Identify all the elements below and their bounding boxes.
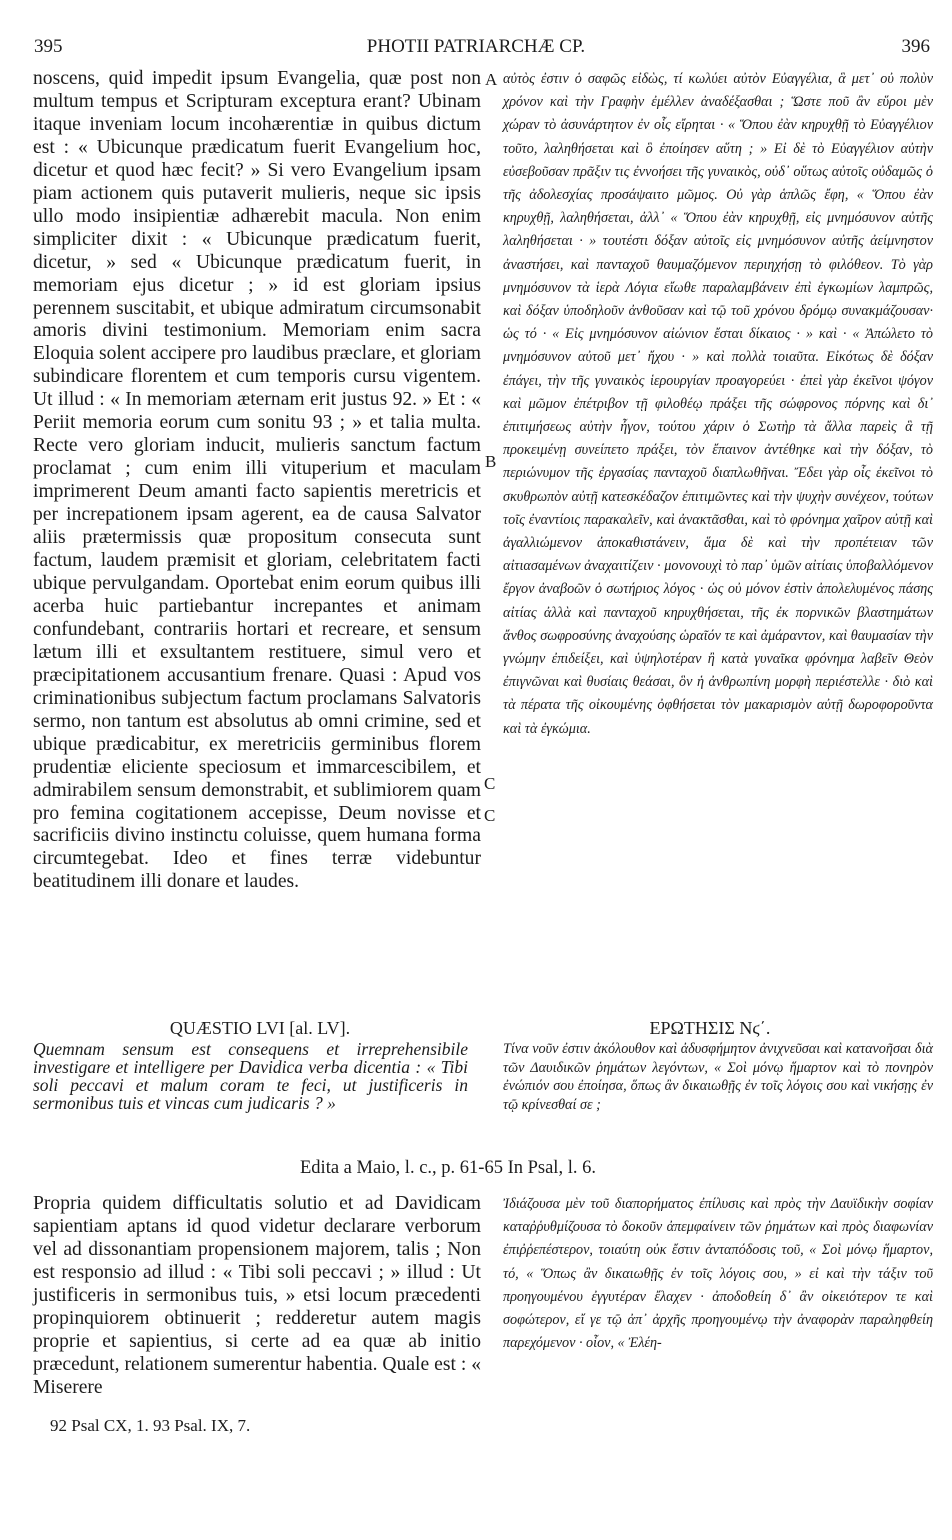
latin-question-subtitle: Quemnam sensum est consequens et irreprehensibile investigare et intelligere per Davidica verba dicentia : « Tibi soli peccavi et malum coram te feci, ut justificeris in sermonibus tuis et vincas cum judicaris ? » (33, 1039, 468, 1113)
greek-answer-text: Ἰδιάζουσα μὲν τοῦ διαπορήματος ἐπίλυσις καὶ πρὸς τὴν Δαυϊδικὴν σοφίαν καταῤῥυθμίζουσα τὸ δοκοῦν ἀπεμφαίνειν τῶν ῥημάτων καὶ πρὸς διαφωνίαν ἐπιῤῥεπέστερον, τοιαύτη οὐκ ἔστιν ἀνταπόδοσις τοῦ, « Σοὶ μόνῳ ἥμαρτον, τό, « Ὅπως ἂν δικαιωθῇς ἐν τοῖς λόγοις σου, » εἰ καὶ τὴν τάξιν τοῦ προηγουμένου ἐγγυτέραν ἔλαχεν · ἀποδοθείη δ᾽ ἂν οἰκειότερον τε καὶ σοφώτερον, εἴ γε τῷ ἀπ᾽ ἀρχῆς προηγουμένῳ τὴν ἀναφορὰν παραληφθείη παρεχόμενον · οἷον, « Ἐλέη- (503, 1196, 933, 1352)
greek-question-title: ΕΡΩΤΗΣΙΣ Νϛ΄. (649, 1018, 771, 1038)
margin-letter-c-repeat: C (484, 806, 496, 825)
page-number-right: 396 (901, 36, 930, 57)
latin-question-title: QUÆSTIO LVI [al. LV]. (169, 1018, 351, 1038)
margin-letter-b: B (485, 452, 497, 471)
footnotes: 92 Psal CX, 1. 93 Psal. IX, 7. (50, 1416, 251, 1435)
latin-column-text: noscens, quid impedit ipsum Evangelia, quæ post non multum tempus et Scripturam exceptura erant? Ubinam itaque inveniam locum incohærentiæ in quibus dictum est : « Ubicunque prædicatum fuerit Evangelium hoc, dicetur et quod hæc fecit? » Si vero Evangelium ipsam piam actionem quis putaverit mulieris, neque sic ipsis ullo modo insipientiæ adhærebit macula. Non enim simpliciter dixit : « Ubicunque prædicatum fuerit, dicetur, » sed « Ubicunque prædicatum fuerit, in memoriam ejus dicetur ; » id est gloriam ipsius perennem suscitabit, et ubique admiratum circumsonabit amoris divini testimonium. Memoriam enim sacra Eloquia solent accipere pro laudibus præclare, et gloriam subindicare florentem et cum temporis cursu vigentem. Ut illud : « In memoriam æternam erit justus 92. » Et : « Periit memoria eorum cum sonitu 93 ; » et talia multa. Recte vero gloriam inducit, mulieris sanctum factum proclamat ; cum enim illi vituperium et maculam imprimerent Deum amanti facto sapientis meretricis et per increpationem ipsam agerent, ea de causa Salvator aliis prætermissis quæ propositum consecuta sunt factum, laudem præmisit et gloriam, celebritatem facti ubique pervulgandam. Oportebat enim eorum quibus illi acerba huic partiebantur increpantes et animam confundebant, contrariis hortari et recreare, et sensum lætum illi et exsultantem restituere, simul vero et præcipitationem accusantium frenare. Quasi : Apud vos criminationibus subjectum factum proclamans Salvatoris sermo, non tantum est absolutus ab omni crimine, sed et ubique prædicabitur, ex meretriciis germinibus florem prudentiæ eliciente speciosum et immarcescibilem, et admirabilem sensum demonstrabit, et sublimiorem quam pro femina cogitationem accepisse, Deum novisse et sacrificiis divino instinctu coluisse, quem humana forma circumtegebat. Ideo et fines terræ videbuntur beatitudinem illi donare et laudes. (33, 68, 481, 893)
latin-answer-text: Propria quidem difficultatis solutio et ad Davidicam sapientiam aptans id quod videtur declarare verborum vel ad dissonantiam propensionem majorem, talis ; Non est responsio ad illud : « Tibi soli peccavi ; » illud : Ut justificeris in sermonibus tuis, » etsi locum præcedenti propinquiorem obtinuerit ; redderetur autem magis proprie et sapientius, si certe ad ea quæ ab initio præcedunt, relationem sumerentur habentia. Quale est : « Miserere (33, 1193, 481, 1398)
running-title: PHOTII PATRIARCHÆ CP. (366, 36, 586, 57)
edition-note: Edita a Maio, l. c., p. 61-65 In Psal, l. 6. (300, 1158, 596, 1178)
page-number-left: 395 (34, 36, 63, 57)
greek-column-text: αὐτὸς ἐστιν ὁ σαφῶς εἰδὼς, τί κωλύει αὐτὸν Εὐαγγέλια, ἃ μετ᾽ οὐ πολὺν χρόνον καὶ τὴν Γραφὴν ἐμέλλεν ἀναδέξασθαι ; Ὥστε ποῦ ἂν εὕροι μὲν χώραν τὸ ἀσυνάρτητον ἐν οἷς εἴρηται · « Ὅπου ἐὰν κηρυχθῇ τὸ Εὐαγγέλιον τοῦτο, λαληθήσεται καὶ ὃ ἐποίησεν αὕτη ; » Εἰ δὲ τὸ Εὐαγγέλιον αὐτὴν εὐσεβοῦσαν πρᾶξιν τις ἐννοήσει τῆς γυναικὸς, οὐδ᾽ οὕτως αὐτοῖς οὐδαμῶς ὁ τῆς ἀδολεσχίας προσάψαιτο μῶμος. Οὐ γὰρ ἁπλῶς ἔφη, « Ὅπου ἐὰν κηρυχθῇ, λαληθήσεται, ἀλλ᾽ « Ὅπου ἐὰν κηρυχθῇ, εἰς μνημόσυνον αὐτῆς λαληθήσεται · » τουτέστι δόξαν αὐτοῖς εἰς μνημόσυνον αὐτῆς ἀείμνηστον ἀναστήσει, καὶ πανταχοῦ θαυμαζόμενον περιηχήσῃ τὸ φιλόθεον. Τὸ γὰρ μνημόσυνον τὰ ἱερὰ Λόγια εἴωθε παραλαμβάνειν ἐπὶ ἐγκωμίων λαμπρῶς, καὶ δόξαν ὑποδηλοῦν ἀνθοῦσαν καὶ τῷ τοῦ χρόνου δρόμῳ συνακμάζουσαν· ὡς τό · « Εἰς μνημόσυνον αἰώνιον ἔσται δίκαιος · » καὶ · « Ἀπώλετο τὸ μνημόσυνον αὐτοῦ μετ᾽ ἤχου · » καὶ πολλὰ τοιαῦτα. Εἰκότως δὲ δόξαν ἐπάγει, τὴν τῆς γυναικὸς ἱερουργίαν προαγορεύει · ἐπεὶ γὰρ ἐκεῖνοι ψόγον καὶ μῶμον ἐπέτριβον τῇ φιλοθέῳ πράξει τῆς σώφρονος πόρνης καὶ δι᾽ ἐπιτιμήσεως αὐτὴν ἦγον, τούτου χάριν ὁ Σωτὴρ τὰ ἄλλα παρεὶς ἃ τῇ προκειμένῃ συνείπετο πράξει, τὸν ἔπαινον ἀντέθηκε καὶ τὴν δόξαν, τὸ περιώνυμον τῆς ἐργασίας πανταχοῦ διαπλωθῆναι. Ἔδει γὰρ οἷς ἐκεῖνοι τὸ σκυθρωπὸν αὐτῇ κατεσκέδαζον ἐπιτιμῶντες καὶ τὴν ψυχὴν συνέχεον, τούτων τοῖς ἐναντίοις παρακαλεῖν, καὶ ἀνακτᾶσθαι, καὶ τὸ φρόνημα χαῖρον αὐτῇ καὶ ἀγαλλιώμενον ἀποκαθιστάνειν, ἅμα δὲ καὶ τὴν προπέτειαν τῶν αἰτιασαμένων ἀναχαιτίζειν · μονονουχὶ τὸ παρ᾽ ὑμῶν αἰτίαις ὑποβαλλόμενον ἔργον ἀναβοῶν ὁ σωτήριος λόγος · ὡς οὐ μόνον ἐστὶν ἀπολελυμένος πάσης αἰτίας ἀλλὰ καὶ πανταχοῦ κηρυχθήσεται, τῆς ἐκ πορνικῶν βλαστημάτων ἄνθος σωφροσύνης ἀναχούσης ὡραῖόν τε καὶ ἀμάραντον, καὶ θαυμασίαν τὴν γνώμην ἐπιδείξει, καὶ ὑψηλοτέραν ἢ κατὰ γυναῖκα φρόνημα λαβεῖν Θεὸν ἐπιγνῶναι καὶ θυσίαις θεάσαι, ὃν ἡ ἀνθρωπίνη μορφὴ περιέστελλε · διὸ καὶ τὰ πέρατα τῆς οἰκουμένης ὀφθήσεται τὸν μακαρισμὸν αὐτῇ δωροφοροῦντα καὶ τὰ ἐγκώμια. (503, 71, 933, 737)
margin-letter-a: A (485, 70, 498, 89)
margin-letter-c: C (484, 774, 496, 793)
greek-question-subtitle: Τίνα νοῦν ἐστιν ἀκόλουθον καὶ ἀδυσφήμητον ἀνιχνεῦσαι καὶ κατανοῆσαι διὰ τῶν Δαυιδικῶν ῥημάτων λεγόντων, « Σοὶ μόνῳ ἥμαρτον καὶ τὸ πονηρὸν ἐνώπιόν σου ἐποίησα, ὅπως ἂν δικαιωθῇς ἐν τοῖς λόγοις σου καὶ νικήσῃς ἐν τῷ κρίνεσθαί σε ; (503, 1041, 933, 1113)
